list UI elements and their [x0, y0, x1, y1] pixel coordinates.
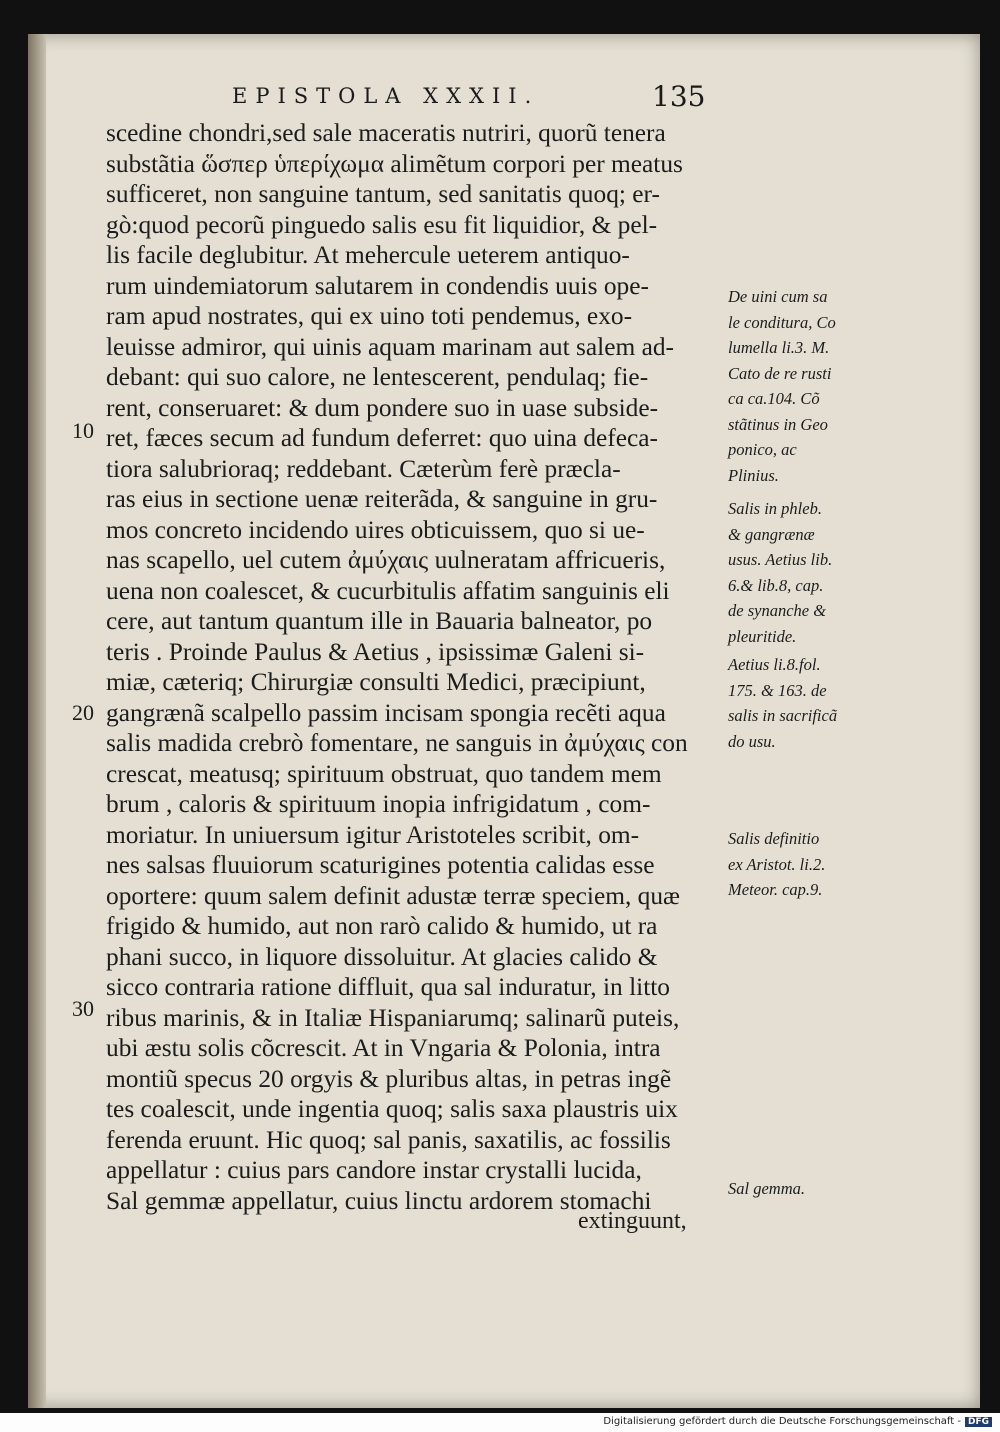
- margin-note-wine: [728, 284, 868, 488]
- margin-note-line: Sal gemma.: [728, 1179, 805, 1198]
- margin-note-line: de synanche &: [728, 601, 827, 620]
- margin-note-line: 6.& lib.8, cap.: [728, 575, 824, 595]
- text-line: oportere: quum salem definit adustæ terræ speciem, quæ: [106, 881, 680, 910]
- margin-note-line: & gangrænæ: [728, 524, 815, 544]
- line-number-30: 30: [72, 996, 94, 1021]
- margin-note-line: De uini cum sa: [728, 287, 828, 306]
- margin-note-line: ponico, ac: [728, 440, 797, 459]
- text-line: leuisse admiror, qui uinis aquam marinam aut salem ad-: [106, 332, 675, 361]
- margin-note-line: usus. Aetius lib.: [728, 550, 833, 569]
- margin-note-aetius: [728, 652, 868, 754]
- text-line: frigido & humido, aut non rarò calido & humido, ut ra: [106, 912, 658, 940]
- margin-note-line: stãtinus in Geo: [728, 414, 828, 434]
- text-line: cere, aut tantum quantum ille in Bauaria balneator, po: [106, 607, 653, 635]
- text-line: tiora salubrioraq; reddebant. Cæterùm ferè præcla-: [106, 454, 621, 483]
- digitization-footer: [603, 1416, 992, 1427]
- text-line: gangrænã scalpello passim incisam spongia recẽti aqua: [106, 698, 666, 727]
- text-line: miæ, cæteriq; Chirurgiæ consulti Medici, præcipiunt,: [106, 668, 646, 696]
- text-line: nas scapello, uel cutem ἀμύχαις uulneratam affricueris,: [106, 546, 666, 574]
- margin-note-definition: [728, 826, 868, 903]
- margin-note-line: le conditura, Co: [728, 312, 836, 332]
- margin-note-line: do usu.: [728, 731, 776, 751]
- text-line: nes salsas fluuiorum scaturigines potentia calidas esse: [106, 851, 655, 879]
- margin-note-sal-gemma: [728, 1176, 868, 1202]
- margin-note-line: pleuritide.: [728, 626, 797, 646]
- main-text-block: [106, 118, 721, 1216]
- margin-note-line: salis in sacrificã: [728, 706, 838, 725]
- text-line: Sal gemmæ appellatur, cuius linctu ardorem stomachi: [106, 1186, 652, 1215]
- text-line: salis madida crebrò fomentare, ne sanguis in ἀμύχαις con: [106, 729, 688, 757]
- text-line: moriatur. In uniuersum igitur Aristoteles scribit, om-: [106, 820, 640, 849]
- line-number-10: 10: [72, 418, 94, 443]
- text-line: sufficeret, non sanguine tantum, sed sanitatis quoq; er-: [106, 180, 660, 208]
- text-line: tes coalescit, unde ingentia quoq; salis saxa plaustris uix: [106, 1095, 678, 1123]
- margin-note-line: Cato de re rusti: [728, 363, 832, 383]
- text-line: mos concreto incidendo uires obticuissem, quo si ue-: [106, 515, 645, 544]
- margin-note-phlebotomy: [728, 496, 868, 649]
- text-line: substãtia ὥσπερ ὑπερίχωμα alimẽtum corpori per meatus: [106, 149, 683, 178]
- text-line: debant: qui suo calore, ne lentescerent, pendulaq; fie-: [106, 363, 649, 391]
- text-line: rent, conseruaret: & dum pondere suo in uase subside-: [106, 393, 659, 422]
- line-number-20: 20: [72, 700, 94, 725]
- text-line: lis facile deglubitur. At mehercule ueterem antiquo-: [106, 241, 630, 269]
- page-gutter: [28, 34, 46, 1408]
- running-head: EPISTOLA XXXII.: [232, 84, 540, 108]
- text-line: crescat, meatusq; spirituum obstruat, quo tandem mem: [106, 759, 662, 788]
- text-line: appellatur : cuius pars candore instar crystalli lucida,: [106, 1156, 642, 1184]
- dfg-logo: DFG: [965, 1417, 992, 1427]
- text-line: ubi æstu solis cõcrescit. At in Vngaria & Polonia, intra: [106, 1034, 661, 1062]
- text-line: sicco contraria ratione diffluit, qua sal induratur, in litto: [106, 973, 670, 1001]
- margin-note-line: lumella li.3. M.: [728, 338, 830, 357]
- margin-note-line: ca ca.104. Cõ: [728, 389, 820, 408]
- margin-note-line: Salis in phleb.: [728, 499, 822, 518]
- text-line: rum uindemiatorum salutarem in condendis uuis ope-: [106, 271, 649, 300]
- margin-note-line: Salis definitio: [728, 829, 820, 848]
- margin-note-line: 175. & 163. de: [728, 680, 827, 700]
- text-line: uena non coalescet, & cucurbitulis affatim sanguinis eli: [106, 576, 670, 605]
- footer-text: Digitalisierung gefördert durch die Deutsche Forschungsgemeinschaft -: [603, 1416, 961, 1427]
- text-line: brum , caloris & spirituum inopia infrigidatum , com-: [106, 790, 651, 818]
- text-line: ferenda eruunt. Hic quoq; sal panis, saxatilis, ac fossilis: [106, 1125, 671, 1154]
- text-line: ram apud nostrates, qui ex uino toti pendemus, exo-: [106, 302, 633, 330]
- margin-note-line: Aetius li.8.fol.: [728, 655, 821, 674]
- text-line: ret, fæces secum ad fundum deferret: quo uina defeca-: [106, 424, 658, 452]
- text-line: phani succo, in liquore dissoluitur. At glacies calido &: [106, 942, 658, 971]
- text-line: teris . Proinde Paulus & Aetius , ipsissimæ Galeni si-: [106, 637, 645, 666]
- margin-note-line: ex Aristot. li.2.: [728, 854, 826, 874]
- text-line: montiũ specus 20 orgyis & pluribus altas, in petras ingẽ: [106, 1064, 672, 1093]
- text-line: scedine chondri,sed sale maceratis nutriri, quorũ tenera: [106, 119, 666, 147]
- folio-number: 135: [652, 80, 706, 113]
- margin-note-line: Plinius.: [728, 465, 779, 485]
- catchword: extinguunt,: [578, 1208, 687, 1234]
- text-line: gò:quod pecorũ pinguedo salis esu fit liquidior, & pel-: [106, 210, 658, 239]
- text-line: ras eius in sectione uenæ reiterãda, & sanguine in gru-: [106, 485, 658, 513]
- text-line: ribus marinis, & in Italiæ Hispaniarumq; salinarũ puteis,: [106, 1003, 680, 1032]
- margin-note-line: Meteor. cap.9.: [728, 880, 823, 899]
